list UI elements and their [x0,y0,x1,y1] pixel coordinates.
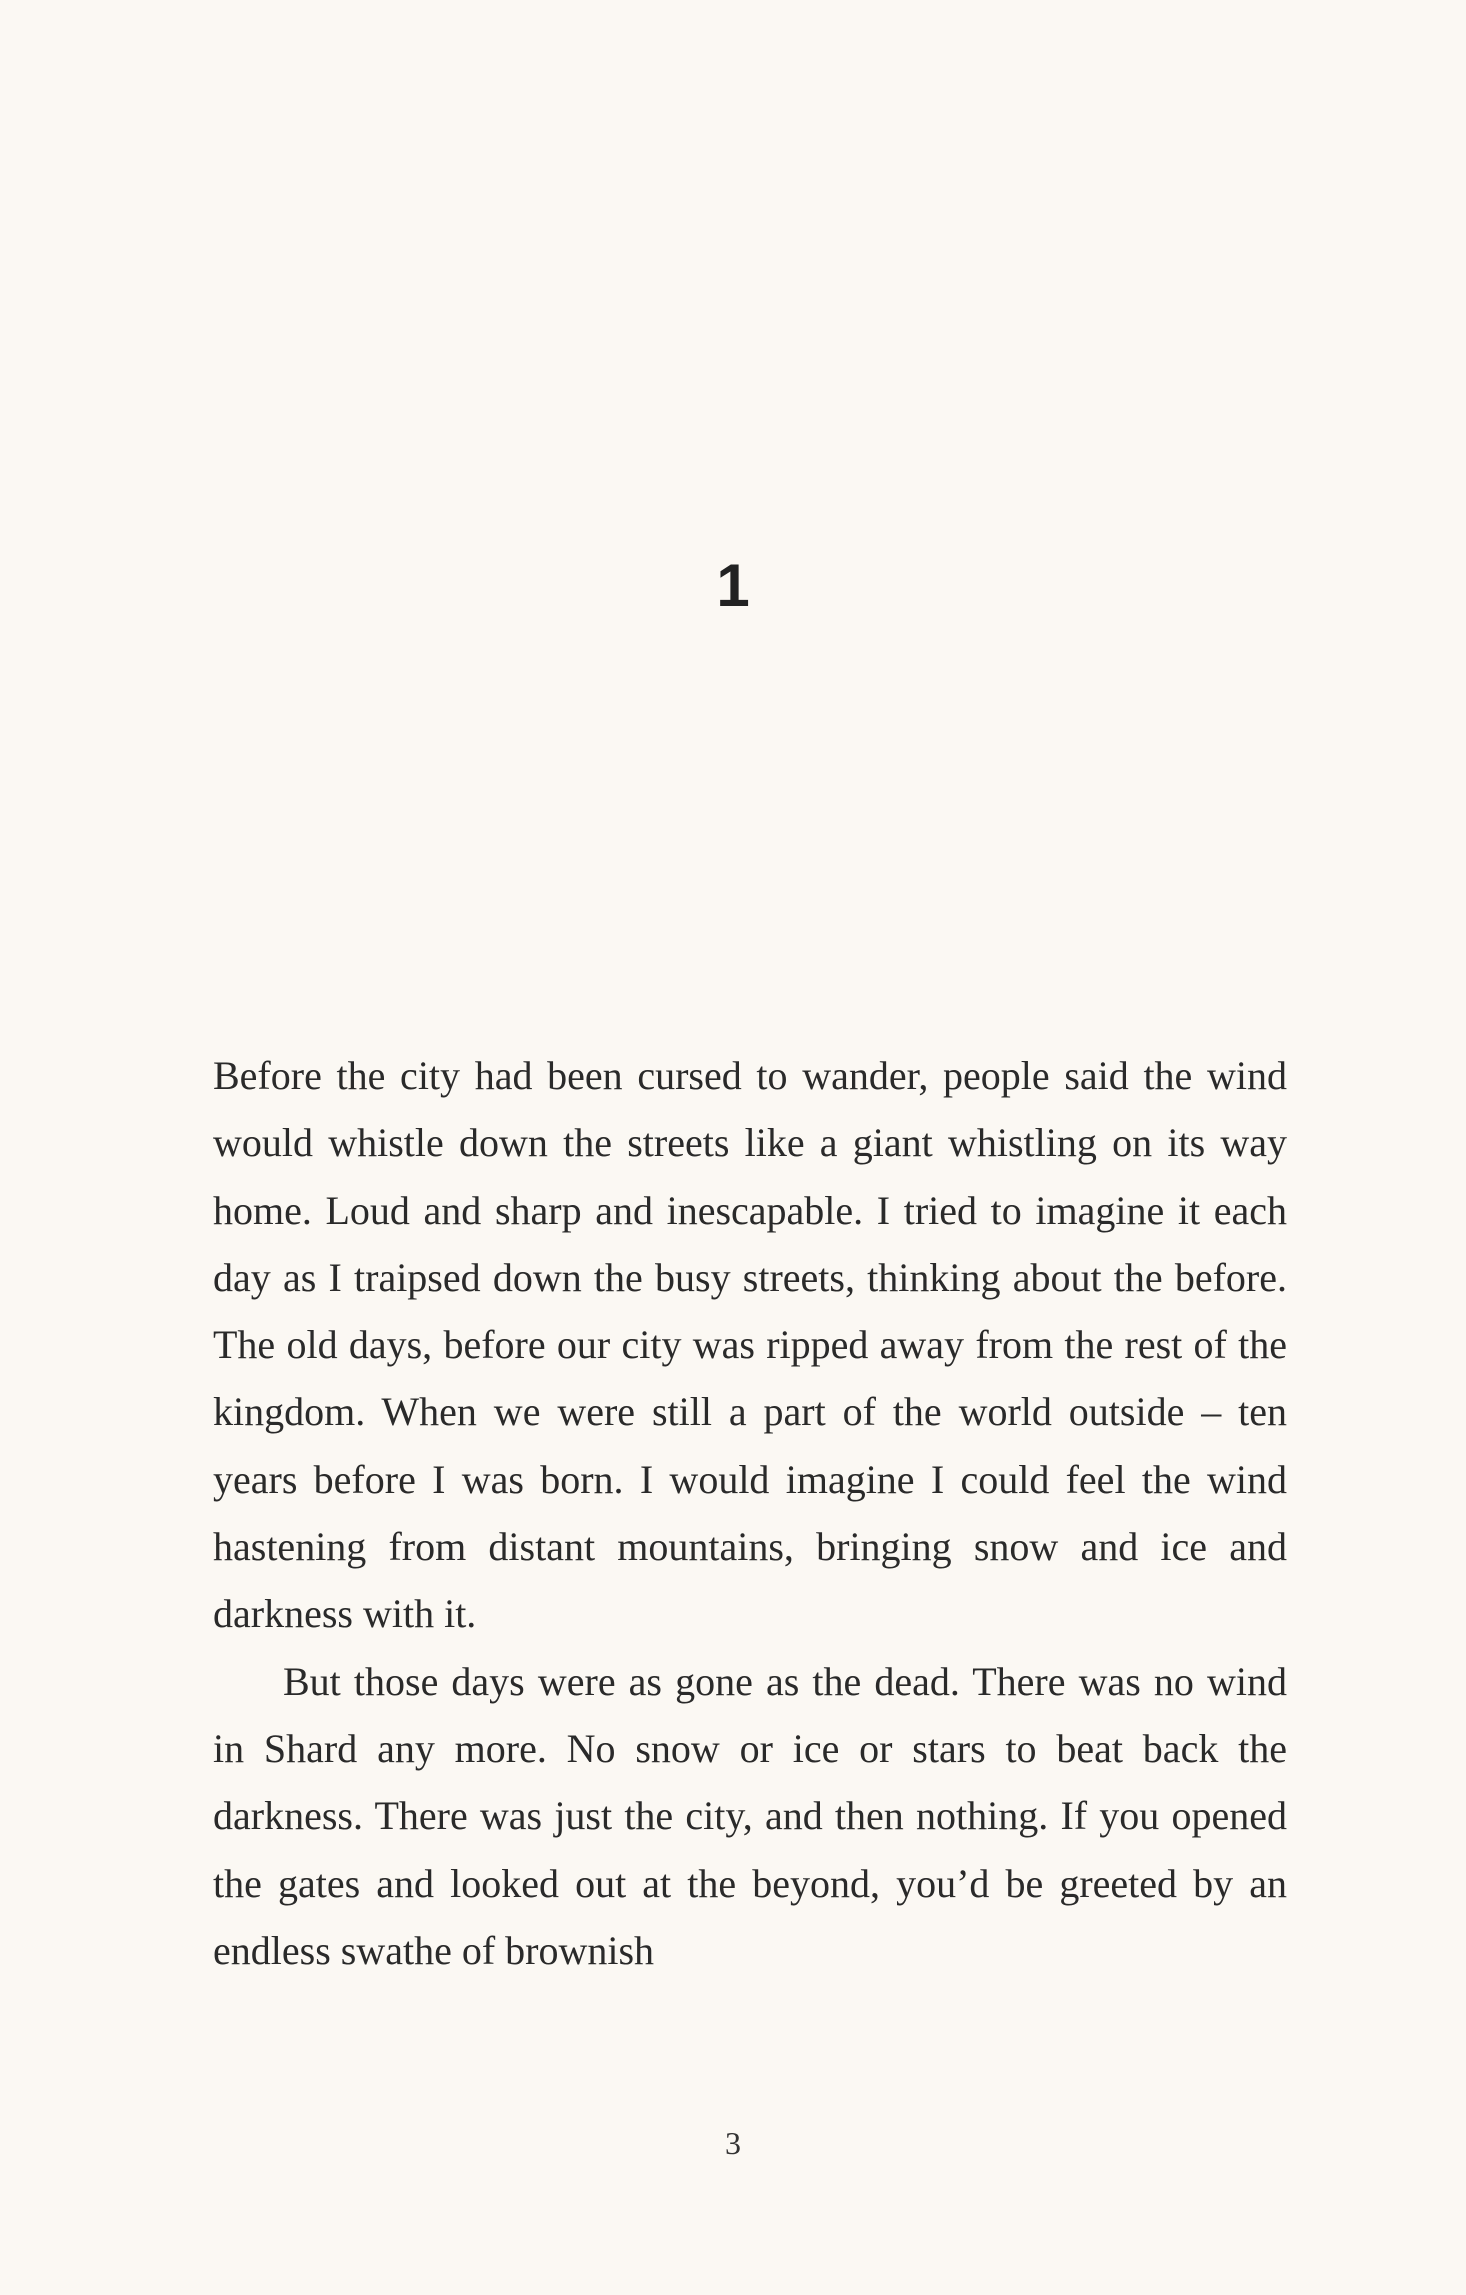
paragraph-2: But those days were as gone as the dead. There was no wind in Shard any more. No snow or ice or stars to beat back the darkness. There was just the city, and then nothing. If you opened the gates and looked out at the beyond, you’d be greeted by an endless swathe of brownish [213,1658,1287,1973]
page-number: 3 [725,2125,741,2161]
paragraph-1: Before the city had been cursed to wander, people said the wind would whistle down the streets like a giant whistling on its way home. Loud and sharp and inescapable. I tried to imagine it each day as I traipsed down the busy streets, thinking about the before. The old days, before our city was ripped away from the rest of the kingdom. When we were still a part of the world outside – ten years before I was born. I would imagine I could feel the wind hastening from distant mountains, bringing snow and ice and darkness with it. [213,1053,1287,1637]
chapter-number: 1 [716,552,750,619]
chapter-body [213,1042,1287,1984]
